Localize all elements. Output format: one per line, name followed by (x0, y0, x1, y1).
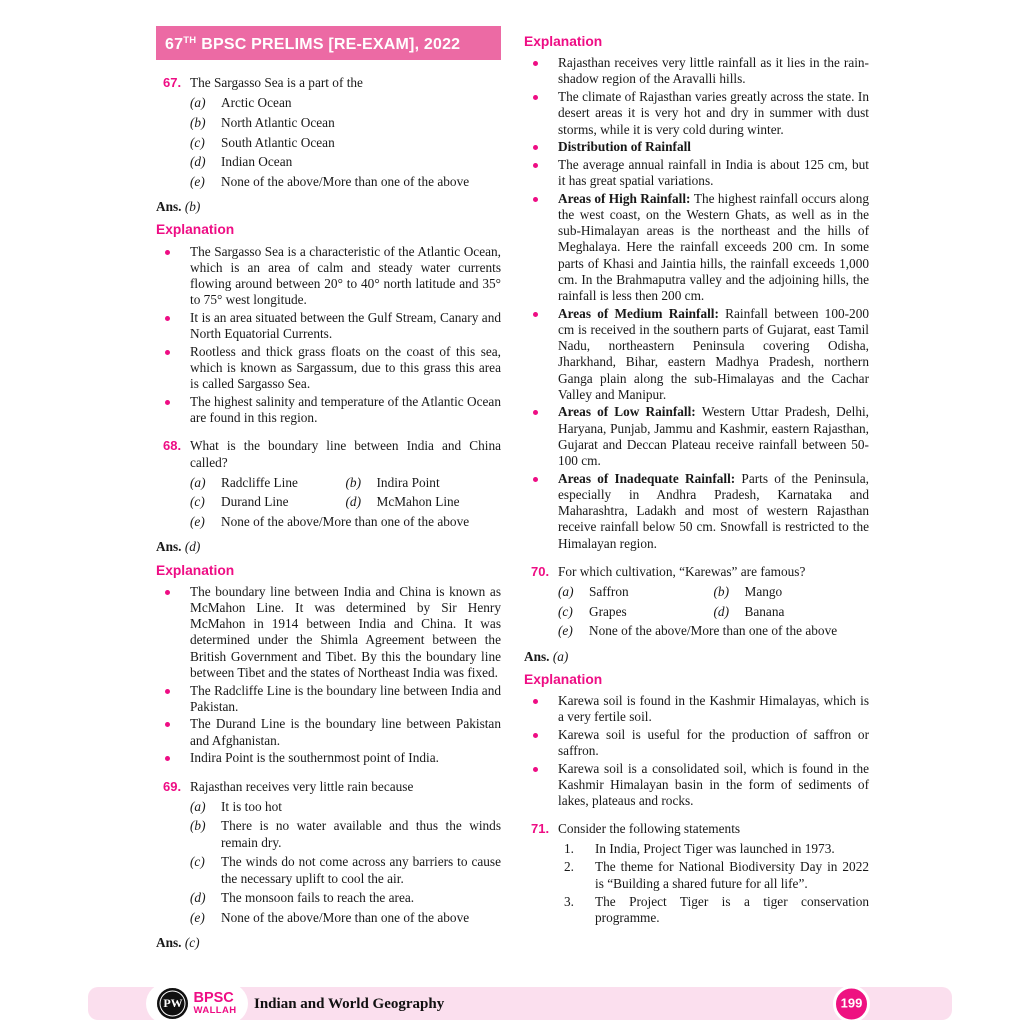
bullet-icon (163, 584, 190, 681)
bullet-icon (531, 157, 558, 189)
option-text: The winds do not come across any barriers to cause the necessary uplift to cool the air. (221, 854, 501, 886)
option-letter: (a) (190, 798, 206, 814)
answer-label: Ans. (524, 648, 550, 664)
bullet-text: The boundary line between India and China is known as McMahon Line. It was determined by Sir Henry McMahon in 1914 between India and China. It was determined under the Shimla Agreement between the British Government and Tibet. By this the boundary line between Tibet and the states of Northeast India was fixed. (190, 583, 501, 680)
answer-value: (a) (552, 648, 569, 664)
statement-text: The theme for National Biodiversity Day in 2022 is “Building a shared future for all life”. (595, 859, 869, 891)
explanation-bullet (524, 191, 869, 304)
bullet-text: The Sargasso Sea is a characteristic of the Atlantic Ocean, which is an area of calm and steady water currents flowing around between 20° to 40° north latitude and 35° to 75° west longitude. (190, 243, 501, 308)
explanation-bullet (524, 306, 869, 403)
option-letter: (d) (345, 494, 362, 510)
bullet-icon (163, 716, 190, 748)
explanation-bullet (156, 394, 501, 426)
bullet-icon (531, 727, 558, 759)
question-68 (156, 438, 501, 530)
statement-text: The Project Tiger is a tiger conservation programme. (595, 894, 869, 926)
option-b (190, 818, 501, 850)
option-a (190, 799, 501, 815)
option-e (190, 910, 501, 926)
explanation-heading: Explanation (524, 671, 603, 687)
statement-1 (564, 841, 869, 857)
option-letter: (e) (190, 174, 205, 190)
option-letter: (c) (190, 854, 205, 870)
question-number: 70. (531, 563, 550, 579)
option-c (190, 854, 501, 886)
bullet-text: The highest salinity and temperature of the Atlantic Ocean are found in this region. (190, 393, 501, 426)
option-text: None of the above/More than one of the above (589, 623, 838, 639)
explanation-heading: Explanation (524, 34, 603, 49)
question-69 (156, 779, 501, 927)
bullet-text: Karewa soil is a consolidated soil, which is found in the Kashmir Himalayan basin in the form of sediments of lakes, plateaus and rocks. (558, 760, 869, 809)
option-text: Saffron (589, 584, 629, 599)
explanation-bullet (156, 310, 501, 342)
option-letter: (e) (190, 909, 205, 925)
option-d (190, 154, 501, 170)
bpsc-wallah-logo (146, 983, 248, 1024)
option-text: Indira Point (376, 474, 440, 490)
bullet-text: Karewa soil is found in the Kashmir Himalayas, which is a very fertile soil. (558, 693, 869, 725)
explanation-bullet (156, 683, 501, 715)
option-letter: (d) (190, 154, 206, 170)
chapter-title: Indian and World Geography (254, 995, 445, 1012)
bullet-text: Areas of Inadequate Rainfall: Parts of the Peninsula, especially in Andhra Pradesh, Karnataka and Maharashtra, Ladakh and most of western Rajasthan receive rainfall below 50 cm. Snowfall is restricted to the Himalayan region. (558, 470, 869, 551)
option-text: North Atlantic Ocean (221, 114, 335, 130)
option-letter: (c) (190, 494, 205, 510)
option-text: Indian Ocean (221, 154, 293, 170)
answer-label: Ans. (156, 199, 182, 215)
option-a (558, 584, 714, 600)
option-a (190, 475, 346, 491)
option-text: McMahon Line (376, 494, 460, 510)
option-letter: (c) (558, 603, 573, 619)
answer-label: Ans. (156, 935, 182, 951)
question-number: 71. (531, 821, 550, 837)
option-text: It is too hot (221, 798, 282, 814)
option-text: Mango (744, 584, 783, 599)
bullet-icon (531, 693, 558, 725)
bullet-icon (531, 139, 558, 155)
bullet-icon (531, 306, 558, 403)
explanation-bullet (524, 404, 869, 469)
question-text: Rajasthan receives very little rain because (190, 778, 414, 794)
page-number-badge: 199 (833, 985, 870, 1022)
option-d (346, 494, 502, 510)
bullet-icon (163, 310, 190, 342)
bullet-text: Areas of Low Rainfall: Western Uttar Pradesh, Delhi, Haryana, Punjab, Jammu and Kashmir, eastern Rajasthan, Gujarat and Deccan Plateau receive rainfall between 50-100 cm. (558, 404, 869, 469)
option-a (190, 95, 501, 111)
bullet-icon (531, 761, 558, 810)
bullet-icon (531, 89, 558, 138)
explanation-bullet (156, 344, 501, 393)
option-e (190, 174, 501, 190)
option-b (190, 115, 501, 131)
options-list (558, 584, 869, 640)
option-text: South Atlantic Ocean (221, 134, 335, 150)
bullet-text: Karewa soil is useful for the production of saffron or saffron. (558, 726, 869, 759)
answer-value: (b) (184, 199, 201, 215)
question-number: 68. (163, 438, 182, 454)
banner-title: BPSC PRELIMS [RE-EXAM], 2022 (201, 36, 461, 53)
explanation-bullet (524, 157, 869, 189)
explanation-bullet (524, 761, 869, 810)
logo-line2: WALLAH (193, 1005, 237, 1017)
explanation-bullet (524, 471, 869, 552)
bullet-icon (531, 191, 558, 304)
question-70 (524, 564, 869, 640)
footer (88, 987, 952, 1020)
question-number: 69. (163, 778, 182, 794)
statement-number: 3. (564, 894, 574, 910)
bullet-text: It is an area situated between the Gulf Stream, Canary and North Equatorial Currents. (190, 309, 501, 342)
option-text: Arctic Ocean (221, 95, 292, 111)
option-b (714, 584, 870, 600)
option-letter: (b) (345, 474, 362, 490)
option-letter: (a) (190, 95, 206, 111)
statement-number: 2. (564, 859, 574, 875)
banner-number: 67 (165, 36, 184, 53)
answer-line-67 (156, 199, 501, 215)
bullet-text: Indira Point is the southernmost point of India. (190, 750, 439, 766)
explanation-67 (156, 244, 501, 427)
statement-3 (564, 894, 869, 926)
option-c (190, 135, 501, 151)
bullet-text: The climate of Rajasthan varies greatly across the state. In desert areas it is very hot and dry in summer with dust storms, while it is very cold during winter. (558, 89, 869, 137)
logo-line1: BPSC (193, 989, 234, 1006)
explanation-bullet (524, 89, 869, 138)
bullet-icon (163, 683, 190, 715)
explanation-bullet (156, 750, 501, 766)
option-text: The monsoon fails to reach the area. (221, 890, 415, 906)
bullet-text: Distribution of Rainfall (558, 139, 691, 155)
bullet-icon (163, 750, 190, 766)
bullet-icon (531, 55, 558, 87)
option-letter: (e) (190, 514, 205, 530)
answer-value: (d) (184, 539, 201, 555)
option-letter: (c) (190, 134, 205, 150)
bullet-text: Areas of Medium Rainfall: Rainfall between 100-200 cm is received in the southern parts of Gujarat, east Tamil Nadu, northeastern Peninsula covering Odisha, Jharkhand, Bihar, eastern Madhya Pradesh, northern Ganga plain along the sub-Himalayas and the Cachar Valley and Manipur. (558, 305, 869, 402)
left-column (156, 26, 501, 953)
right-column (524, 26, 869, 953)
question-71 (524, 821, 869, 926)
options-list (156, 799, 501, 926)
option-text: None of the above/More than one of the above (221, 909, 470, 925)
explanation-bullet (156, 584, 501, 681)
question-67 (156, 75, 501, 190)
answer-value: (c) (184, 935, 200, 951)
question-text: For which cultivation, “Karewas” are famous? (558, 563, 806, 579)
option-letter: (e) (558, 623, 573, 639)
option-letter: (b) (190, 818, 206, 834)
bullet-icon (163, 394, 190, 426)
question-text: The Sargasso Sea is a part of the (190, 75, 363, 90)
statement-2 (564, 859, 869, 891)
bullet-text: The Durand Line is the boundary line between Pakistan and Afghanistan. (190, 716, 501, 748)
statement-number: 1. (564, 840, 574, 856)
explanation-bullet (524, 693, 869, 725)
pw-logo-icon: PW (157, 988, 188, 1019)
explanation-bullet (524, 55, 869, 87)
option-text: None of the above/More than one of the above (221, 514, 470, 530)
explanation-bullet (524, 139, 869, 155)
option-text: Banana (744, 603, 785, 619)
option-c (558, 604, 714, 620)
option-d (714, 604, 870, 620)
explanation-heading: Explanation (156, 222, 235, 238)
question-text: Consider the following statements (558, 821, 741, 837)
explanation-68 (156, 584, 501, 767)
question-number: 67. (163, 75, 182, 90)
option-text: Radcliffe Line (221, 474, 298, 490)
option-d (190, 890, 501, 906)
option-letter: (a) (190, 474, 206, 490)
answer-line-70 (524, 649, 869, 665)
explanation-bullet (156, 716, 501, 748)
banner-superscript: TH (183, 35, 197, 46)
question-text: What is the boundary line between India and China called? (190, 438, 501, 470)
option-letter: (d) (190, 890, 206, 906)
option-text: None of the above/More than one of the above (221, 174, 470, 190)
option-letter: (a) (558, 584, 574, 599)
logo-text (193, 991, 236, 1016)
options-list (190, 475, 501, 531)
bullet-text: The average annual rainfall in India is about 125 cm, but it has great spatial variations. (558, 156, 869, 189)
statement-text: In India, Project Tiger was launched in 1973. (595, 840, 835, 856)
option-letter: (d) (713, 603, 730, 619)
bullet-text: Rootless and thick grass floats on the coast of this sea, which is known as Sargassum, due to this grass this area is called Sargasso Sea. (190, 343, 501, 392)
answer-label: Ans. (156, 539, 182, 555)
answer-line-69 (156, 935, 501, 951)
bullet-text: Areas of High Rainfall: The highest rainfall occurs along the west coast, on the Western Ghats, as well as in the sub-Himalayan areas is the northeast and the hills of Meghalaya. Here the rainfall exceeds 200 cm. In some parts of Khasi and Jaintia hills, the rainfall exceeds 1,000 cm. In the Brahmaputra valley and the adjoining hills, the rainfall is less then 200 cm. (558, 190, 869, 304)
option-b (346, 475, 502, 491)
bullet-text: Rajasthan receives very little rainfall as it lies in the rain-shadow region of the Aravalli hills. (558, 55, 869, 87)
section-banner (156, 26, 501, 60)
bullet-text: The Radcliffe Line is the boundary line between India and Pakistan. (190, 682, 501, 714)
options-list (156, 95, 501, 190)
option-text: There is no water available and thus the winds remain dry. (221, 818, 501, 850)
option-e (190, 514, 501, 530)
option-letter: (b) (713, 584, 730, 599)
statements-list (524, 841, 869, 927)
bullet-icon (531, 404, 558, 469)
answer-line-68 (156, 539, 501, 555)
bullet-icon (163, 244, 190, 309)
bullet-icon (163, 344, 190, 393)
option-text: Durand Line (221, 494, 289, 510)
explanation-70 (524, 693, 869, 809)
explanation-heading: Explanation (156, 562, 235, 578)
explanation-bullet (156, 244, 501, 309)
explanation-bullet (524, 727, 869, 759)
option-text: Grapes (589, 603, 627, 619)
explanation-69 (524, 55, 869, 552)
option-e (558, 623, 869, 639)
option-c (190, 494, 346, 510)
option-letter: (b) (190, 114, 206, 130)
bullet-icon (531, 471, 558, 552)
